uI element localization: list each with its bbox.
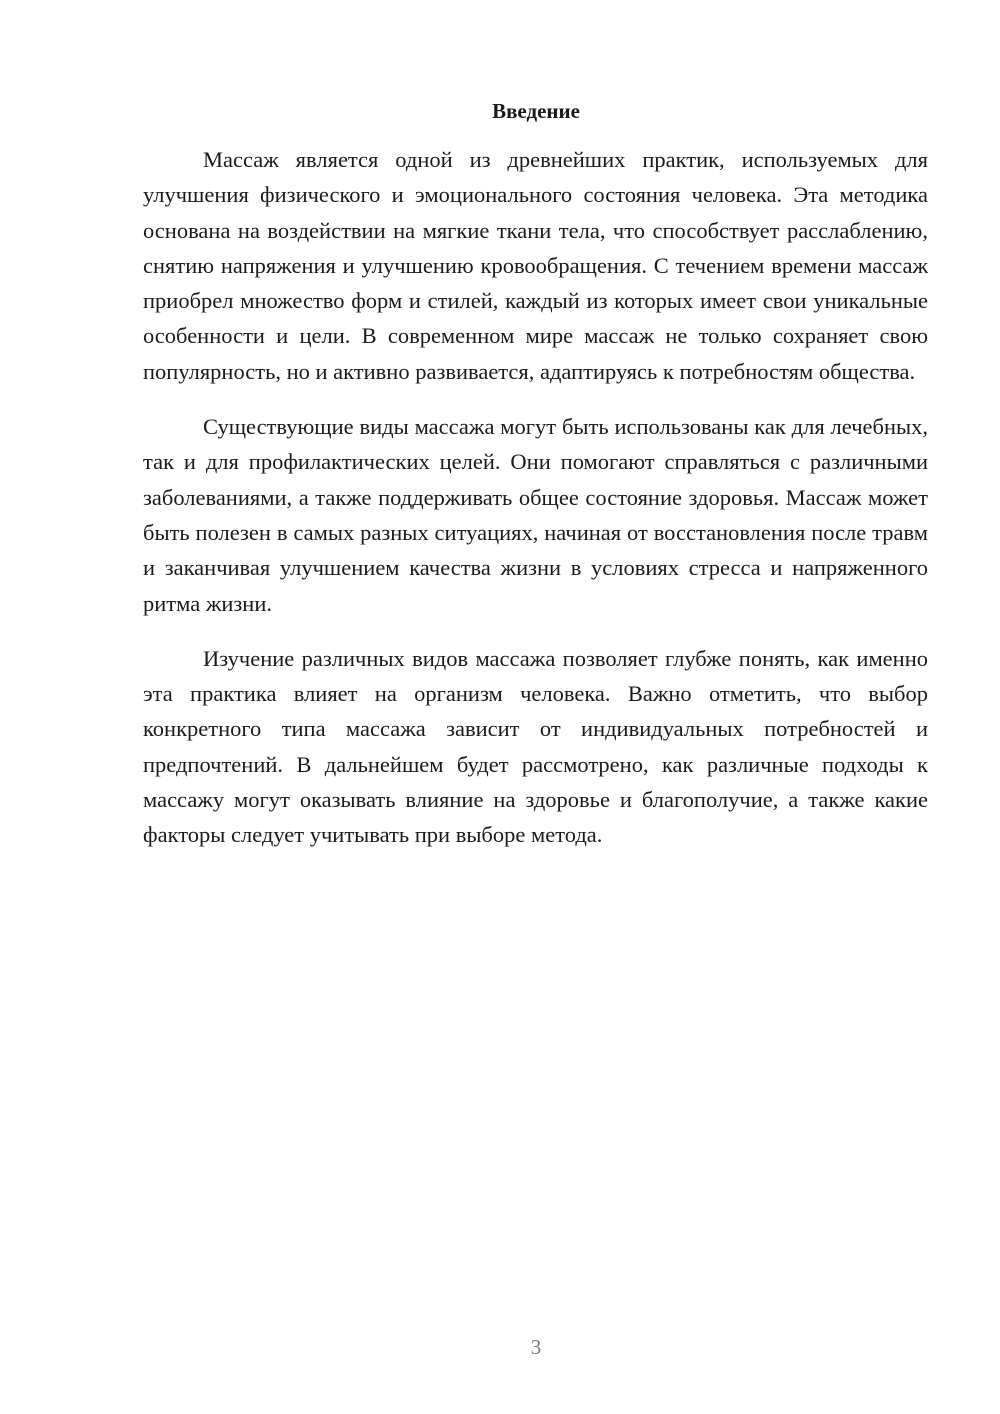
paragraph-types: Существующие виды массажа могут быть использованы как для лечебных, так и для профилактических целей. Они помогают справляться с различными заболеваниями, а также поддерживать общее состояние здоровья. Массаж может быть полезен в самых разных ситуациях, начиная от восстановления после травм и заканчивая улучшением качества жизни в условиях стресса и напряженного ритма жизни. xyxy=(143,414,928,616)
page-number: 3 xyxy=(530,1335,542,1359)
paragraph-intro: Массаж является одной из древнейших практик, используемых для улучшения физического и эмоционального состояния человека. Эта методика основана на воздействии на мягкие ткани тела, что способствует расслаблению, снятию напряжения и улучшению кровообращения. С течением времени массаж приобрел множество форм и стилей, каждый из которых имеет свои уникальные особенности и цели. В современном мире массаж не только сохраняет свою популярность, но и активно развивается, адаптируясь к потребностям общества. xyxy=(143,147,928,384)
body-text xyxy=(143,142,928,873)
paragraph-study: Изучение различных видов массажа позволяет глубже понять, как именно эта практика влияет на организм человека. Важно отметить, что выбор конкретного типа массажа зависит от индивидуальных потребностей и предпочтений. В дальнейшем будет рассмотрено, как различные подходы к массажу могут оказывать влияние на здоровье и благополучие, а также какие факторы следует учитывать при выборе метода. xyxy=(143,645,928,848)
section-heading: Введение xyxy=(492,99,580,123)
